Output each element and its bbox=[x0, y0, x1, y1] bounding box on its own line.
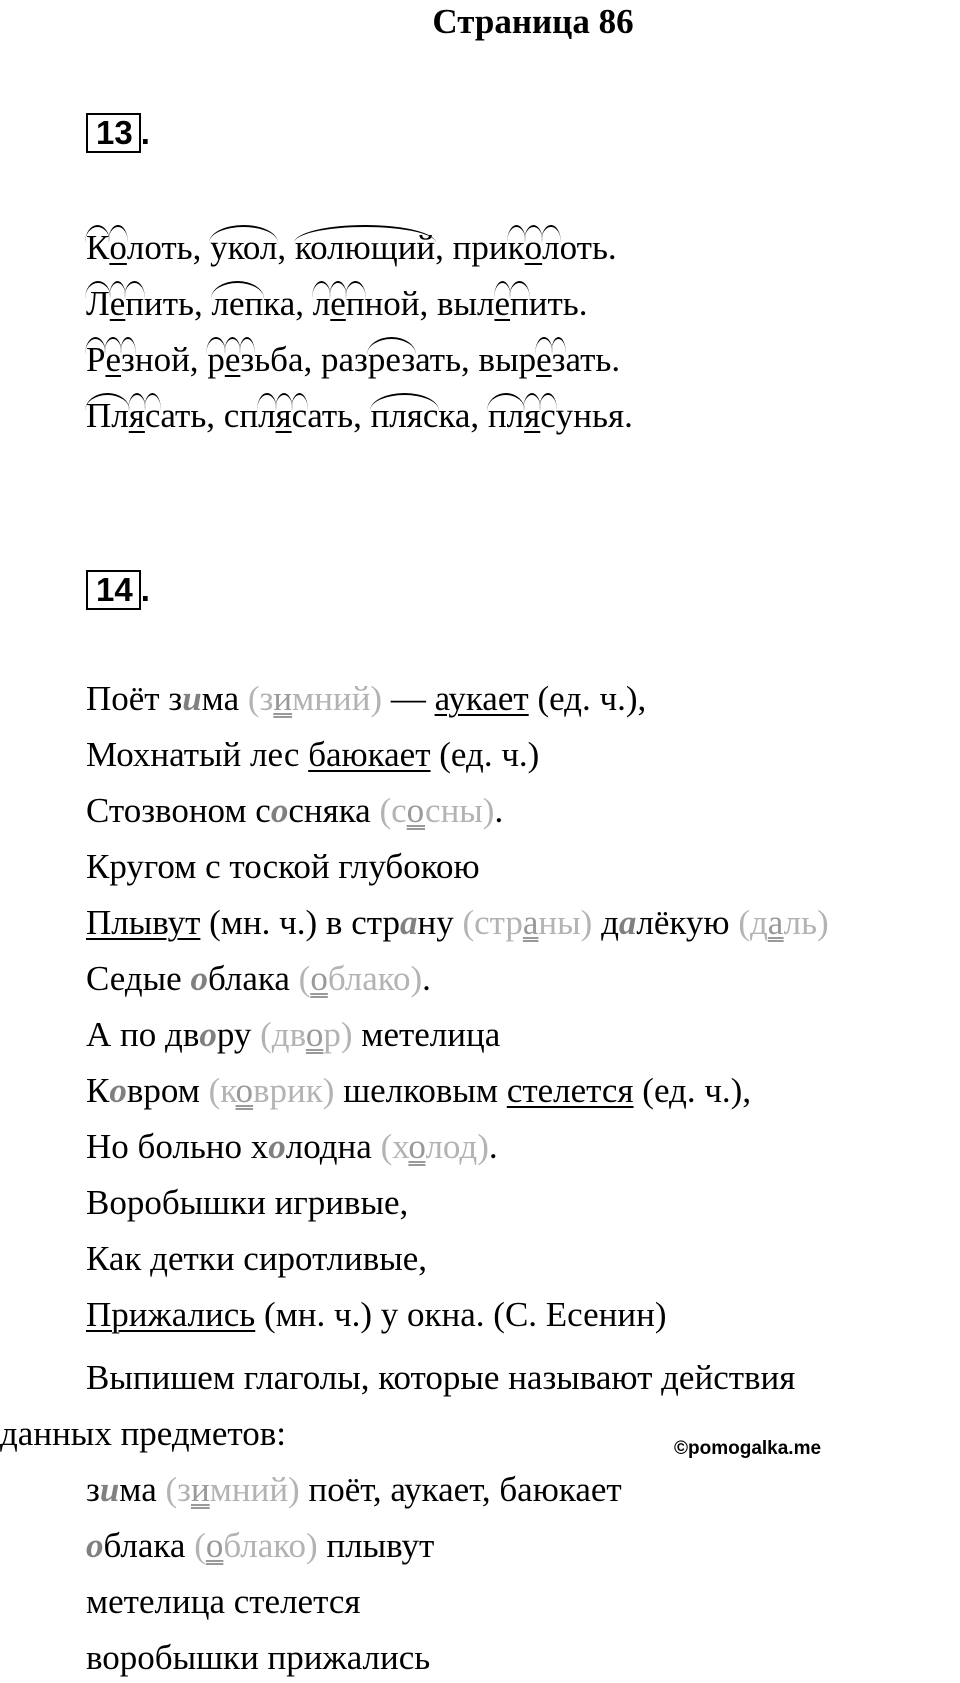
check-word-hint: р) bbox=[323, 1015, 353, 1054]
poem-line-2 bbox=[86, 733, 539, 777]
task-13-line-2 bbox=[86, 282, 588, 326]
highlighted-vowel: а bbox=[618, 903, 637, 942]
text-segment: (ед. ч.), bbox=[528, 679, 647, 718]
text-segment: Воробышки игривые, bbox=[86, 1183, 409, 1222]
check-word-stressed-vowel: о bbox=[310, 959, 328, 998]
text-segment: з bbox=[86, 1470, 100, 1509]
highlighted-vowel: о bbox=[86, 1526, 104, 1565]
root-segment: з bbox=[552, 338, 566, 382]
root-segment: з bbox=[240, 338, 254, 382]
task-14-number-box: 14 bbox=[86, 570, 141, 610]
poem-line-6 bbox=[86, 957, 431, 1001]
text-segment: ать, сп bbox=[160, 396, 259, 435]
highlighted-vowel: и bbox=[182, 679, 202, 718]
text-segment: . bbox=[422, 959, 431, 998]
check-word-hint: (с bbox=[379, 791, 407, 830]
root-segment: л bbox=[542, 226, 559, 270]
text-segment: , при bbox=[435, 228, 508, 267]
text-segment: (мн. ч.) у окна. (С. Есенин) bbox=[255, 1295, 667, 1334]
text-segment: плывут bbox=[317, 1526, 435, 1565]
text-segment: ка, bbox=[438, 396, 488, 435]
page-title: Страница 86 bbox=[432, 2, 634, 41]
check-word-hint: врик) bbox=[253, 1071, 335, 1110]
check-word-hint: сны) bbox=[425, 791, 495, 830]
check-word-hint: ль) bbox=[783, 903, 829, 942]
root-segment: е bbox=[105, 338, 121, 382]
root-segment: рез bbox=[368, 338, 415, 382]
task-13-number bbox=[86, 113, 150, 153]
check-word-stressed-vowel: а bbox=[767, 903, 784, 942]
text-segment: ить. bbox=[528, 284, 588, 323]
text-segment: ной, выл bbox=[364, 284, 495, 323]
text-segment: блака bbox=[103, 1526, 195, 1565]
check-word-hint: (дв bbox=[260, 1015, 306, 1054]
root-segment: к bbox=[508, 226, 525, 270]
highlighted-vowel: о bbox=[270, 791, 289, 830]
root-segment: е bbox=[110, 282, 126, 326]
check-word-hint: (х bbox=[380, 1127, 409, 1166]
task-14-number-dot: . bbox=[140, 571, 150, 608]
watermark: ©pomogalka.me bbox=[674, 1438, 822, 1459]
text-segment: блака bbox=[207, 959, 299, 998]
check-word-hint: ( bbox=[194, 1526, 206, 1565]
root-segment: я bbox=[129, 394, 145, 438]
text-segment: метелица bbox=[352, 1015, 501, 1054]
answer-line-2 bbox=[86, 1524, 434, 1568]
check-word-hint: (к bbox=[208, 1071, 236, 1110]
text-segment: ить, bbox=[144, 284, 212, 323]
root-segment: п bbox=[346, 282, 365, 326]
highlighted-vowel: а bbox=[399, 903, 418, 942]
task-13-number-dot: . bbox=[140, 114, 150, 151]
text-segment: ма bbox=[201, 679, 248, 718]
check-word-stressed-vowel: о bbox=[305, 1015, 324, 1054]
text-segment: ать, bbox=[307, 396, 371, 435]
underlined-verb: стелется bbox=[506, 1071, 634, 1110]
poem-line-11 bbox=[86, 1237, 427, 1281]
text-segment: К bbox=[86, 1071, 110, 1110]
task-13-line-1 bbox=[86, 226, 617, 270]
underlined-verb: Плывут bbox=[86, 903, 201, 942]
text-segment: , bbox=[277, 228, 295, 267]
text-segment: Как детки сиротливые, bbox=[86, 1239, 428, 1278]
explanation-line-2: данных предметов: bbox=[0, 1414, 286, 1453]
root-segment: я bbox=[276, 394, 292, 438]
poem-line-1 bbox=[86, 677, 646, 721]
highlighted-vowel: о bbox=[109, 1071, 127, 1110]
root-segment: е bbox=[225, 338, 241, 382]
check-word-stressed-vowel: о bbox=[235, 1071, 254, 1110]
text-segment: ать. bbox=[565, 340, 621, 379]
text-segment: ру bbox=[216, 1015, 261, 1054]
highlighted-vowel: о bbox=[199, 1015, 217, 1054]
text-segment: оть. bbox=[559, 228, 617, 267]
check-word-hint: (стр bbox=[462, 903, 523, 942]
check-word-hint: блако) bbox=[327, 959, 423, 998]
text-segment: (ед. ч.) bbox=[430, 735, 540, 774]
text-segment: ать, выр bbox=[415, 340, 537, 379]
highlighted-vowel: о bbox=[268, 1127, 286, 1166]
text-segment: Стозвоном с bbox=[86, 791, 271, 830]
text-segment: (ед. ч.), bbox=[633, 1071, 752, 1110]
root-segment: Пл bbox=[86, 394, 129, 438]
text-segment: (мн. ч.) в стр bbox=[200, 903, 400, 942]
underlined-verb: Прижались bbox=[86, 1295, 256, 1334]
text-segment: Мохнатый лес bbox=[86, 735, 309, 774]
check-word-hint: ( bbox=[298, 959, 311, 998]
text-segment: ка, bbox=[263, 284, 313, 323]
root-segment: е bbox=[495, 282, 511, 326]
root-segment: п bbox=[510, 282, 529, 326]
check-word-hint: лод) bbox=[425, 1127, 489, 1166]
answer-line-3 bbox=[86, 1580, 360, 1624]
text-segment: лодна bbox=[285, 1127, 381, 1166]
text-segment: Седые bbox=[86, 959, 191, 998]
root-segment: п bbox=[125, 282, 144, 326]
poem-line-12 bbox=[86, 1293, 667, 1337]
check-word-hint: мний) bbox=[292, 679, 383, 718]
task-13-number-box: 13 bbox=[86, 113, 141, 153]
root-segment: укол bbox=[210, 226, 277, 270]
highlighted-vowel: и bbox=[99, 1470, 120, 1509]
text-segment: шелковым bbox=[334, 1071, 507, 1110]
poem-line-7 bbox=[86, 1013, 500, 1057]
check-word-stressed-vowel: о bbox=[408, 1127, 426, 1166]
check-word-hint: (д bbox=[738, 903, 768, 942]
root-segment: з bbox=[121, 338, 135, 382]
root-segment: Л bbox=[86, 282, 110, 326]
check-word-hint: мний) bbox=[209, 1470, 300, 1509]
text-segment: метелица стелется bbox=[86, 1582, 361, 1621]
root-segment: я bbox=[524, 394, 540, 438]
poem-line-9 bbox=[86, 1125, 498, 1169]
task-14-number bbox=[86, 570, 150, 610]
text-segment: ма bbox=[119, 1470, 166, 1509]
check-word-hint: ны) bbox=[538, 903, 593, 942]
text-segment: лёкую bbox=[636, 903, 739, 942]
poem-line-8 bbox=[86, 1069, 751, 1113]
poem-line-5 bbox=[86, 901, 829, 945]
text-segment: д bbox=[592, 903, 619, 942]
root-segment: пл bbox=[488, 394, 524, 438]
text-segment: воробышки прижались bbox=[86, 1638, 431, 1677]
root-segment: леп bbox=[212, 282, 264, 326]
root-segment: е bbox=[330, 282, 346, 326]
underlined-verb: аукает bbox=[434, 679, 529, 718]
root-segment: р bbox=[207, 338, 225, 382]
text-segment: вром bbox=[126, 1071, 209, 1110]
text-segment: ну bbox=[417, 903, 463, 942]
explanation-line-1: Выпишем глаголы, которые называют действия bbox=[86, 1358, 796, 1397]
text-segment: — bbox=[382, 679, 435, 718]
text-segment: . bbox=[494, 791, 504, 830]
highlighted-vowel: о bbox=[190, 959, 208, 998]
root-segment: К bbox=[86, 226, 109, 270]
text-segment: поёт, аукает, баюкает bbox=[299, 1470, 622, 1509]
check-word-stressed-vowel: о bbox=[406, 791, 426, 830]
task-13-line-4 bbox=[86, 394, 633, 438]
text-segment: А по дв bbox=[86, 1015, 200, 1054]
text-segment: Кругом с тоской глубокою bbox=[86, 847, 480, 886]
root-segment: е bbox=[536, 338, 552, 382]
root-segment: л bbox=[258, 394, 275, 438]
poem-line-10 bbox=[86, 1181, 408, 1225]
root-segment: с bbox=[540, 394, 556, 438]
root-segment: пляс bbox=[371, 394, 439, 438]
root-segment: с bbox=[145, 394, 161, 438]
text-segment: унья. bbox=[555, 396, 633, 435]
check-word-hint: блако) bbox=[223, 1526, 318, 1565]
text-segment: Но больно х bbox=[86, 1127, 269, 1166]
root-segment: о bbox=[525, 226, 543, 270]
answer-line-4 bbox=[86, 1636, 430, 1680]
check-word-stressed-vowel: и bbox=[190, 1470, 210, 1509]
answer-line-1 bbox=[86, 1468, 622, 1512]
check-word-hint: (з bbox=[165, 1470, 191, 1509]
poem-line-3 bbox=[86, 789, 503, 833]
poem-line-4 bbox=[86, 845, 480, 889]
check-word-hint: (з bbox=[247, 679, 274, 718]
text-segment: Поёт з bbox=[86, 679, 183, 718]
check-word-stressed-vowel: а bbox=[522, 903, 539, 942]
underlined-verb: баюкает bbox=[308, 735, 431, 774]
text-segment: ьба, раз bbox=[254, 340, 368, 379]
root-segment: с bbox=[292, 394, 308, 438]
root-segment: о bbox=[109, 226, 127, 270]
text-segment: сняка bbox=[288, 791, 380, 830]
text-segment: . bbox=[488, 1127, 498, 1166]
root-segment: Р bbox=[86, 338, 105, 382]
task-13-line-3 bbox=[86, 338, 620, 382]
check-word-stressed-vowel: и bbox=[273, 679, 293, 718]
root-segment: колющий bbox=[295, 226, 435, 270]
text-segment: лоть, bbox=[126, 228, 211, 267]
root-segment: л bbox=[313, 282, 330, 326]
check-word-stressed-vowel: о bbox=[205, 1526, 224, 1565]
text-segment: ной, bbox=[134, 340, 208, 379]
